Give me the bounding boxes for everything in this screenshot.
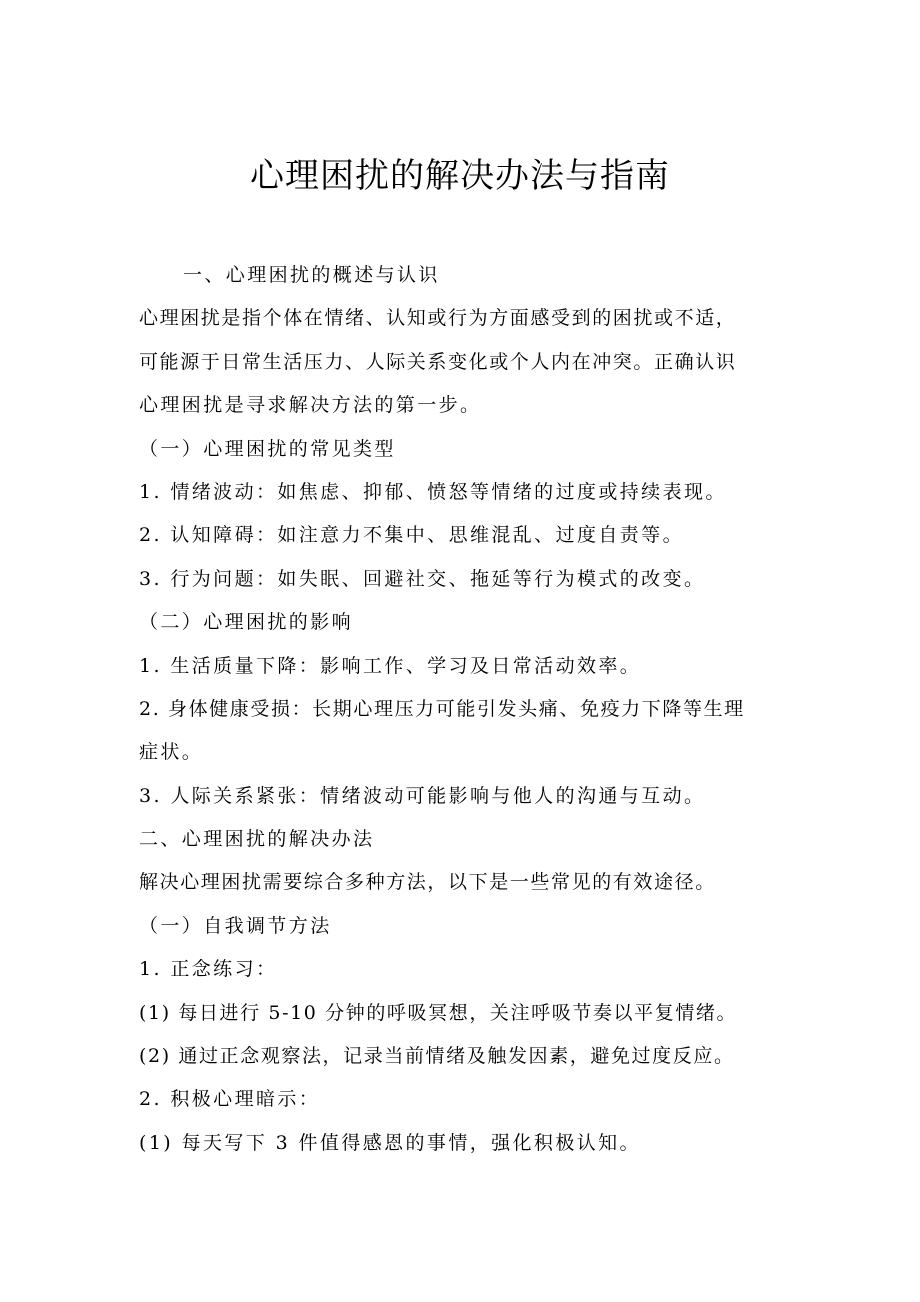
- list-item: 1. 生活质量下降：影响工作、学习及日常活动效率。: [139, 654, 642, 677]
- section-heading-1: 一、心理困扰的概述与认识: [183, 264, 440, 286]
- subsection-heading: （一）心理困扰的常见类型: [139, 437, 396, 460]
- list-item: 1. 情绪波动：如焦虑、抑郁、愤怒等情绪的过度或持续表现。: [139, 480, 727, 503]
- list-item: 2. 身体健康受损：长期心理压力可能引发头痛、免疫力下降等生理: [139, 697, 745, 720]
- sub-list-item: (2) 通过正念观察法，记录当前情绪及触发因素，避免过度反应。: [139, 1045, 735, 1068]
- list-item: 3. 行为问题：如失眠、回避社交、拖延等行为模式的改变。: [139, 567, 706, 590]
- document-body: [139, 254, 784, 1165]
- list-item: 3. 人际关系紧张：情绪波动可能影响与他人的沟通与互动。: [139, 784, 706, 807]
- section-heading-2: 二、心理困扰的解决办法: [139, 828, 375, 851]
- list-item: 1. 正念练习：: [139, 958, 278, 981]
- paragraph-line: 心理困扰是寻求解决方法的第一步。: [139, 394, 482, 417]
- sub-list-item: (1) 每日进行 5-10 分钟的呼吸冥想，关注呼吸节奏以平复情绪。: [139, 1001, 738, 1024]
- paragraph-line: 解决心理困扰需要综合多种方法，以下是一些常见的有效途径。: [139, 871, 716, 894]
- paragraph-line: 可能源于日常生活压力、人际关系变化或个人内在冲突。正确认识: [139, 350, 737, 373]
- paragraph-line: 心理困扰是指个体在情绪、认知或行为方面感受到的困扰或不适，: [139, 307, 737, 330]
- sub-list-item: (1) 每天写下 3 件值得感恩的事情，强化积极认知。: [139, 1131, 641, 1154]
- list-item: 2. 认知障碍：如注意力不集中、思维混乱、过度自责等。: [139, 524, 684, 547]
- document-title: 心理困扰的解决办法与指南: [250, 156, 670, 196]
- list-item: 2. 积极心理暗示：: [139, 1088, 321, 1111]
- subsection-heading: （一）自我调节方法: [139, 914, 332, 937]
- subsection-heading: （二）心理困扰的影响: [139, 611, 354, 634]
- list-item-continuation: 症状。: [139, 741, 204, 764]
